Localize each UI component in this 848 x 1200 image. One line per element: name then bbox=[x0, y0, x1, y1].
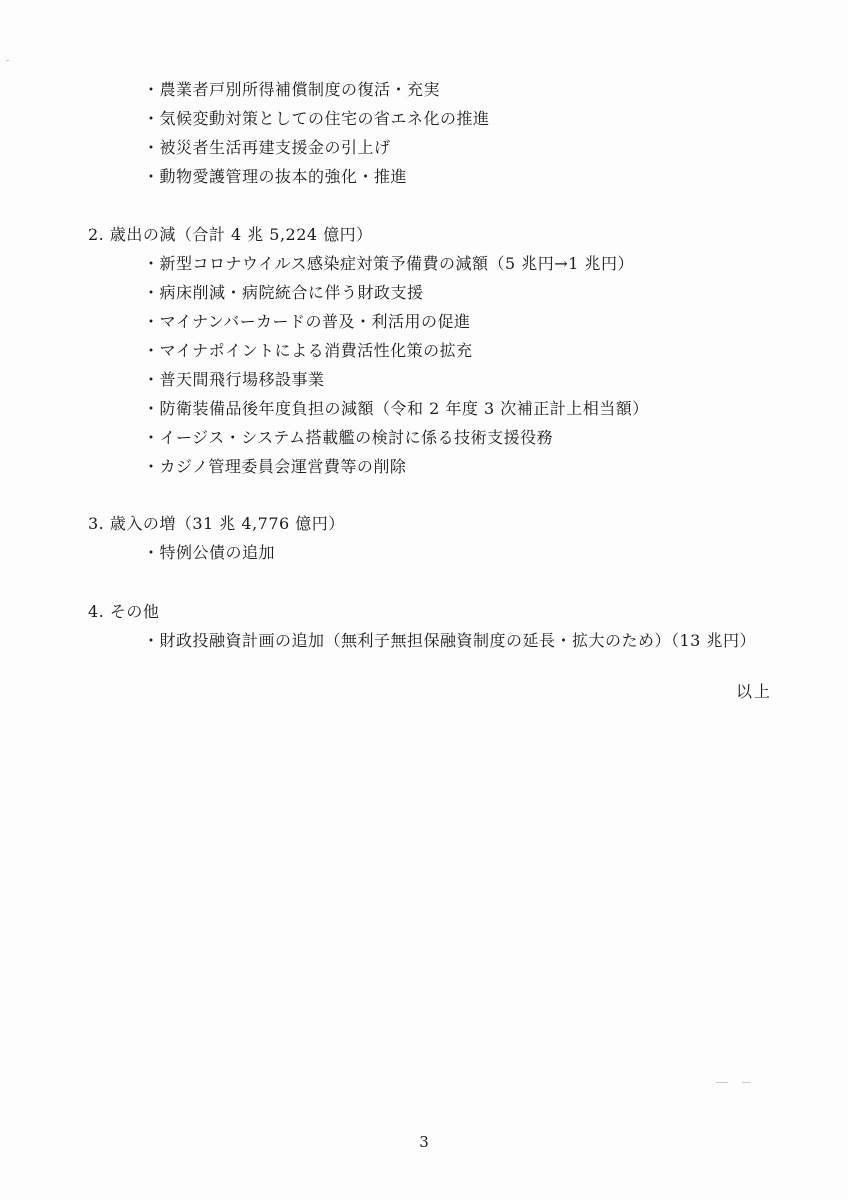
section-heading: 3. 歳入の増（31 兆 4,776 億円） bbox=[88, 514, 345, 533]
bullet-item: ・特例公債の追加 bbox=[143, 543, 276, 562]
bullet-item: ・防衛装備品後年度負担の減額（令和 2 年度 3 次補正計上相当額） bbox=[143, 399, 649, 418]
section-heading: 4. その他 bbox=[88, 602, 160, 621]
bullet-item: ・イージス・システム搭載艦の検討に係る技術支援役務 bbox=[143, 428, 554, 447]
bullet-item: ・新型コロナウイルス感染症対策予備費の減額（5 兆円→1 兆円） bbox=[143, 254, 634, 273]
scan-artifact bbox=[6, 60, 9, 61]
bullet-item: ・普天間飛行場移設事業 bbox=[143, 370, 325, 389]
bullet-item: ・マイナンバーカードの普及・利活用の促進 bbox=[143, 312, 471, 331]
scan-artifact bbox=[742, 1082, 750, 1083]
section-heading: 2. 歳出の減（合計 4 兆 5,224 億円） bbox=[88, 225, 373, 244]
bullet-item: ・被災者生活再建支援金の引上げ bbox=[143, 138, 391, 157]
bullet-item: ・マイナポイントによる消費活性化策の拡充 bbox=[143, 341, 473, 360]
bullet-item: ・病床削減・病院統合に伴う財政支援 bbox=[143, 283, 424, 302]
bullet-item: ・カジノ管理委員会運営費等の削除 bbox=[143, 457, 407, 476]
bullet-item: ・動物愛護管理の抜本的強化・推進 bbox=[143, 167, 408, 186]
bullet-item: ・気候変動対策としての住宅の省エネ化の推進 bbox=[143, 109, 490, 128]
page-number: 3 bbox=[419, 1133, 429, 1151]
bullet-item: ・農業者戸別所得補償制度の復活・充実 bbox=[143, 80, 441, 99]
bullet-item: ・財政投融資計画の追加（無利子無担保融資制度の延長・拡大のため）（13 兆円） bbox=[143, 631, 756, 650]
scan-artifact bbox=[716, 1082, 728, 1083]
closing-text: 以上 bbox=[735, 682, 772, 701]
